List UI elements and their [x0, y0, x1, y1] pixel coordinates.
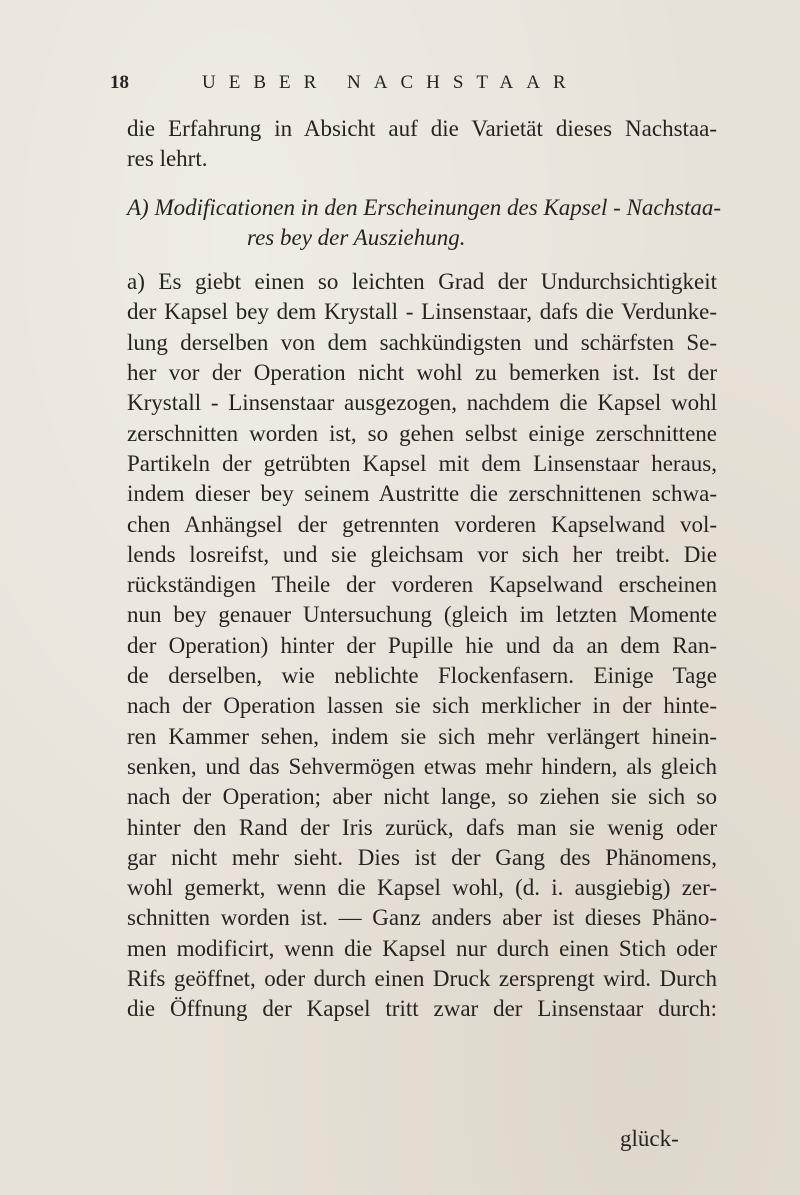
section-heading: A) Modificationen in den Erscheinungen des Kapsel - Nachstaa-	[127, 194, 722, 220]
text-line: Krystall - Linsenstaar ausgezogen, nachdem die Kapsel wohl	[127, 390, 717, 416]
text-line: die Öffnung der Kapsel tritt zwar der Linsenstaar durch:	[127, 996, 717, 1022]
text-line: senken, und das Sehvermögen etwas mehr hindern, als gleich	[127, 753, 717, 779]
text-line: res lehrt.	[127, 146, 208, 172]
text-line: ren Kammer sehen, indem sie sich mehr verlängert hinein-	[127, 723, 717, 749]
paragraph-gap	[127, 253, 717, 267]
text-line: der Operation) hinter der Pupille hie und da an dem Ran-	[127, 632, 717, 658]
catchword: glück-	[620, 1126, 679, 1151]
text-line: indem dieser bey seinem Austritte die zerschnittenen schwa-	[127, 481, 717, 507]
text-line: lends losreifst, und sie gleichsam vor sich her treibt. Die	[127, 541, 717, 567]
text-line: Partikeln der getrübten Kapsel mit dem Linsenstaar heraus,	[127, 450, 717, 476]
text-line: de derselben, wie neblichte Flockenfasern. Einige Tage	[127, 663, 717, 689]
running-title: UEBER NACHSTAAR	[202, 72, 579, 93]
text-line: nach der Operation; aber nicht lange, so ziehen sie sich so	[127, 784, 717, 810]
text-line: Rifs geöffnet, oder durch einen Druck zersprengt wird. Durch	[127, 966, 717, 992]
section-heading-continued: res bey der Ausziehung.	[247, 224, 466, 250]
text-line: her vor der Operation nicht wohl zu bemerken ist. Ist der	[127, 360, 717, 386]
text-line: wohl gemerkt, wenn die Kapsel wohl, (d. i. ausgiebig) zer-	[127, 875, 717, 901]
text-line: hinter den Rand der Iris zurück, dafs man sie wenig oder	[127, 814, 717, 840]
text-line: nun bey genauer Untersuchung (gleich im letzten Momente	[127, 602, 717, 628]
paragraph-first-line: a) Es giebt einen so leichten Grad der Undurchsichtigkeit	[127, 269, 717, 295]
page-number: 18	[110, 72, 129, 93]
text-line: lung derselben von dem sachkündigsten und schärfsten Se-	[127, 329, 717, 355]
text-line: der Kapsel bey dem Krystall - Linsenstaar, dafs die Verdunke-	[127, 299, 717, 325]
text-line: nach der Operation lassen sie sich merklicher in der hinte-	[127, 693, 717, 719]
body-text	[127, 114, 722, 1025]
text-line: die Erfahrung in Absicht auf die Varietät dieses Nachstaa-	[127, 116, 717, 141]
paragraph-gap	[127, 175, 717, 193]
text-line: schnitten worden ist. — Ganz anders aber ist dieses Phäno-	[127, 905, 717, 931]
page-header	[110, 72, 730, 102]
text-line: rückständigen Theile der vorderen Kapselwand erscheinen	[127, 572, 717, 598]
text-line: chen Anhängsel der getrennten vorderen Kapselwand vol-	[127, 511, 717, 537]
text-line: gar nicht mehr sieht. Dies ist der Gang des Phänomens,	[127, 844, 717, 870]
text-line: zerschnitten worden ist, so gehen selbst einige zerschnittene	[127, 420, 717, 446]
text-line: men modificirt, wenn die Kapsel nur durch einen Stich oder	[127, 935, 717, 961]
